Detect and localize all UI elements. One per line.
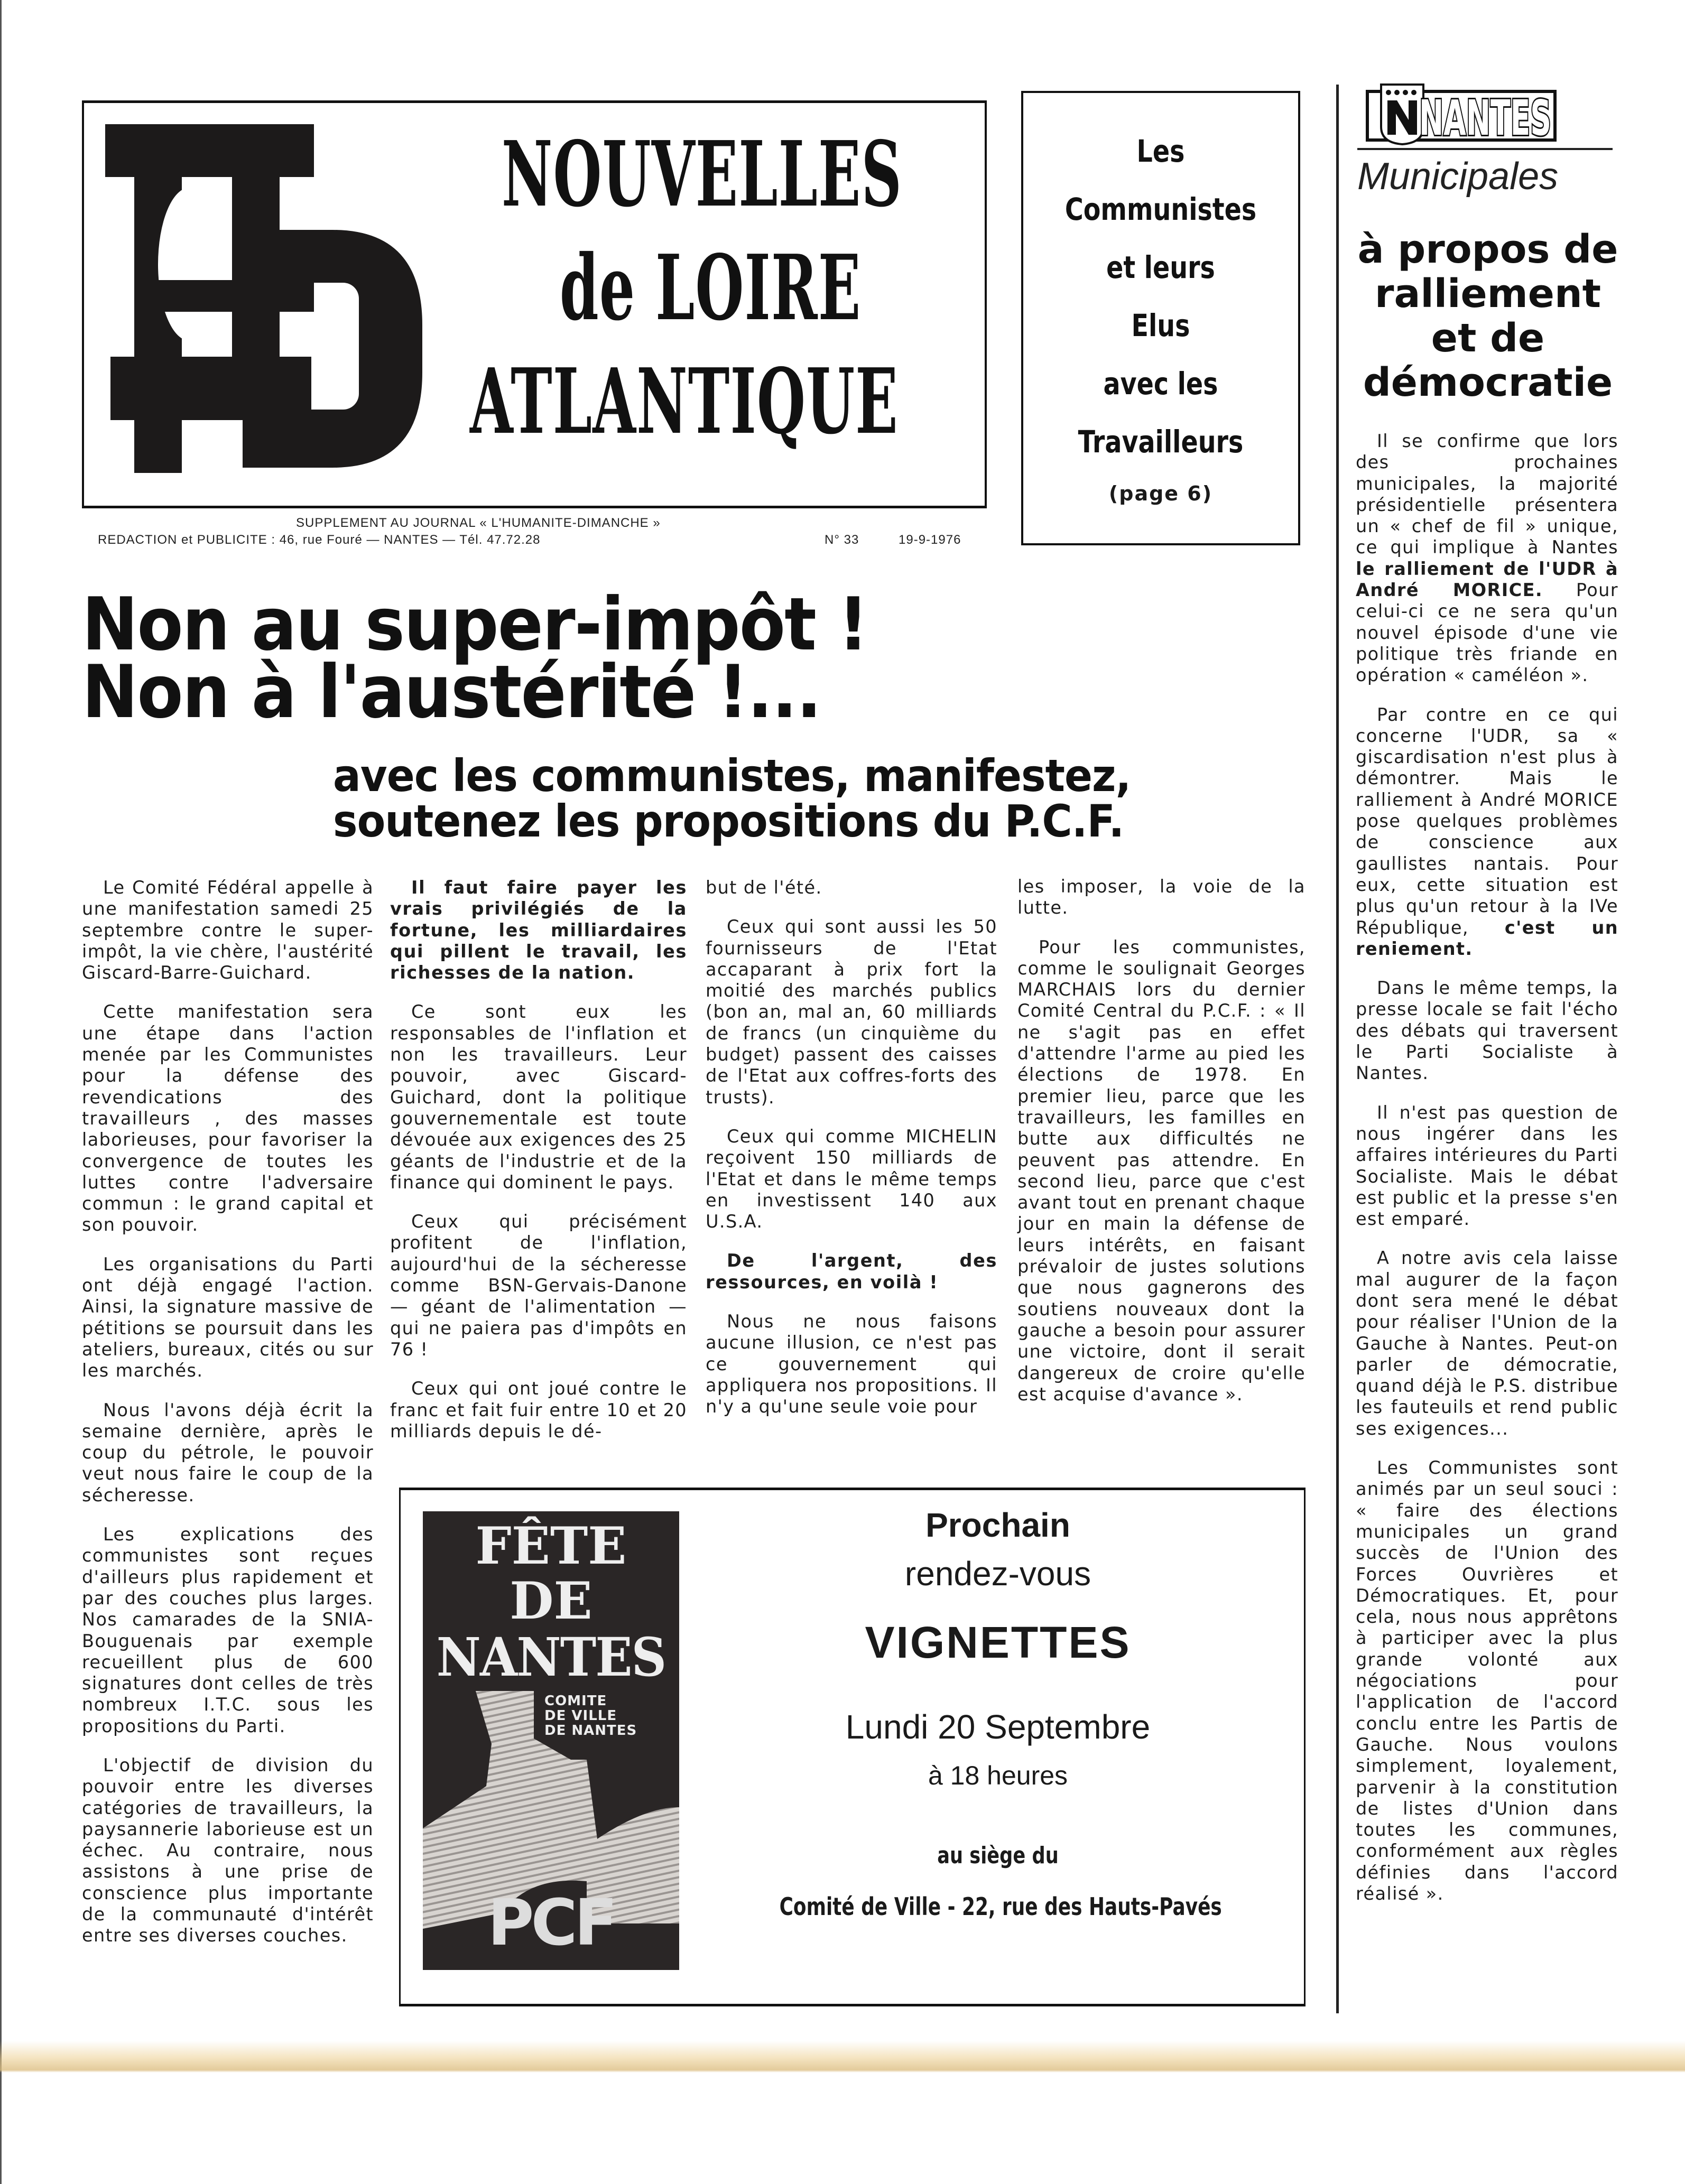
subheadline-line: soutenez les propositions du P.C.F. [333, 795, 1124, 847]
teaser-line: Communistes [1064, 191, 1257, 227]
emphasis-text: le ralliement de l'UDR à André MORICE. [1356, 558, 1618, 601]
advert-line: rendez-vous [904, 1555, 1091, 1593]
paragraph [1356, 704, 1618, 960]
paragraph-continued: but de l'été. [706, 877, 822, 898]
nantes-crest-logo-icon [1366, 82, 1562, 145]
article-column-1 [82, 877, 374, 1965]
masthead-title-line2: de LOIRE [560, 235, 862, 341]
issue-number: N° 33 [825, 533, 859, 547]
teaser-line: et leurs [1106, 249, 1215, 285]
text-run: Pour celui-ci ce ne sera qu'un nouvel épisode d'une vie politique très friande en opération « caméléon ». [1356, 580, 1618, 686]
text-run: Par contre en ce qui concerne l'UDR, sa « giscardisation n'est plus à démontrer. Mais le ralliement à André MORICE pose quelques problèmes de conscience aux gaullistes nantais. Pour eux, cette situation est plus qu'un retour à la IVe République, [1356, 704, 1618, 938]
paragraph: Ceux qui ont joué contre le franc et fait fuir entre 10 et 20 milliards depuis le dé- [390, 1378, 687, 1442]
advert-title: VIGNETTES [865, 1618, 1131, 1667]
advert-line: Prochain [925, 1506, 1070, 1544]
sidebar-headline [1356, 227, 1620, 405]
article-column-3 [706, 877, 997, 1436]
sidebar-headline-line: à propos de [1357, 227, 1618, 272]
teaser-line: Elus [1131, 308, 1190, 343]
paragraph: Cette manifestation sera une étape dans l'action menée par les Communistes pour la défense des revendications des travailleurs , des masses laborieuses, pour favoriser la convergence de toutes les luttes contre l'adversaire commun : le grand capital et son pouvoir. [82, 1001, 374, 1235]
poster-subtitle [544, 1694, 637, 1738]
bold-paragraph: De l'argent, des ressources, en voilà ! [706, 1250, 997, 1293]
headline-line: Non à l'austérité !... [82, 649, 821, 735]
column-rule [1336, 85, 1339, 2013]
teaser-page-ref: (page 6) [1108, 482, 1213, 505]
advert-venue-label: au siège du [937, 1842, 1059, 1869]
poster-title-line: DE [510, 1571, 592, 1631]
teaser-line: avec les [1103, 366, 1218, 402]
paragraph [1356, 431, 1618, 686]
paragraph: L'objectif de division du pouvoir entre les diverses catégories de travailleurs, la paysannerie laborieuse est un échec. Au contraire, nous assistons à une prise de conscience plus importante de la communauté d'intérêt entre ses diverses couches. [82, 1754, 374, 1946]
nantes-logo-text: NANTES [1419, 90, 1551, 146]
paragraph: Les organisations du Parti ont déjà engagé l'action. Ainsi, la signature massive de pétitions se poursuit dans les ateliers, bureaux, cités ou sur les marchés. [82, 1253, 374, 1381]
paper-edge-stain [0, 2041, 1685, 2073]
poster-subtitle-line: DE VILLE [544, 1708, 617, 1724]
issue-date: 19-9-1976 [899, 533, 961, 547]
paragraph: Ce sont eux les responsables de l'inflation et non les travailleurs. Leur pouvoir, avec Giscard-Guichard, dont la politique gouvernementale est toute dévouée aux exigences des 25 géants de l'industrie et de la finance qui dominent le pays. [390, 1001, 687, 1193]
section-title: Municipales [1357, 155, 1559, 198]
subheadline [333, 750, 1131, 847]
advert-time: à 18 heures [928, 1761, 1068, 1790]
sidebar-article [1356, 431, 1618, 1922]
poster-title-line: NANTES [436, 1626, 666, 1688]
paragraph: Dans le même temps, la presse locale se fait l'écho des débats qui traversent le Parti Socialiste à Nantes. [1356, 978, 1618, 1084]
pcf-logo: PCF [487, 1886, 615, 1960]
paragraph: Ceux qui sont aussi les 50 fournisseurs de l'Etat accaparant à prix fort la moitié des marchés publics (bon an, mal an, 60 milliards de francs (un cinquième du budget) passent des caisses de l'Etat aux coffres-forts des trusts). [706, 916, 997, 1108]
paragraph: Les explications des communistes sont reçues d'ailleurs plus rapidement et par des couches plus larges. Nos camarades de la SNIA-Bouguenais par exemple recueillent plus de 600 signatures dont celles de très nombreux I.T.C. sous les propositions du Parti. [82, 1524, 374, 1736]
paragraph: Pour les communistes, comme le soulignait Georges MARCHAIS lors du dernier Comité Central du P.C.F. : « Il ne s'agit pas en effet d'attendre l'arme au pied les élections de 1978. En premier lieu, parce que les travailleurs, les familles en butte aux difficultés ne peuvent pas attendre. En second lieu, parce que c'est avant tout en prenant chaque jour en main la défense de leurs intérêts, en faisant prévaloir de justes solutions que nous gagnerons des soutiens nouveaux dont la gauche a besoin pour assurer une victoire, dont il serait dangereux de croire qu'elle est acquise d'avance ». [1017, 936, 1306, 1405]
main-headline [82, 582, 868, 735]
article-column-4 [1017, 876, 1306, 1423]
sidebar-headline-line: et de [1431, 315, 1545, 361]
page-edge [0, 0, 2, 2184]
subheadline-line: avec les communistes, manifestez, [333, 750, 1131, 802]
text-run: Il se confirme que lors des prochaines municipales, la majorité présidentielle présentera un « chef de fil » unique, ce qui implique à Nantes [1356, 431, 1618, 558]
paragraph: Le Comité Fédéral appelle à une manifestation samedi 25 septembre contre le super-impôt, la vie chère, l'austérité Giscard-Barre-Guichard. [82, 877, 374, 983]
headline-line: Non au super-impôt ! [82, 582, 868, 667]
sidebar-headline-line: démocratie [1363, 360, 1613, 405]
event-advert [399, 1488, 1306, 2006]
poster-subtitle-line: DE NANTES [544, 1723, 637, 1739]
advert-date: Lundi 20 Septembre [845, 1708, 1151, 1746]
supplement-line: SUPPLEMENT AU JOURNAL « L'HUMANITE-DIMANCHE » [296, 516, 661, 530]
masthead-title-line1: NOUVELLES [502, 122, 903, 227]
sidebar-headline-line: ralliement [1374, 271, 1601, 317]
paragraph-continued: les imposer, la voie de la lutte. [1017, 876, 1306, 918]
paragraph: Il n'est pas question de nous ingérer dans les affaires intérieures du Parti Socialiste. Mais le débat est public et la presse s'en est emparé. [1356, 1102, 1618, 1230]
address-line: REDACTION et PUBLICITE : 46, rue Fouré — NANTES — Tél. 47.72.28 [98, 533, 541, 547]
masthead [82, 100, 987, 508]
teaser-line: Les [1136, 133, 1185, 169]
paragraph: Nous l'avons déjà écrit la semaine dernière, après le coup du pétrole, le pouvoir veut nous faire le coup de la sécheresse. [82, 1399, 374, 1505]
paragraph: Ceux qui comme MICHELIN reçoivent 150 milliards de l'Etat et dans le même temps en investissent 140 aux U.S.A. [706, 1126, 997, 1232]
poster-title-line: FÊTE [475, 1516, 627, 1576]
paragraph: A notre avis cela laisse mal augurer de la façon dont sera mené le débat pour réaliser l'Union de la Gauche à Nantes. Peut-on parler de démocratie, quand déjà le P.S. distribue les fauteuils et rend public ses exigences... [1356, 1248, 1618, 1439]
teaser-box [1021, 91, 1300, 545]
paragraph: Les Communistes sont animés par un seul souci : « faire des élections municipales un grand succès de l'Union des Forces Ouvrières et Démocratiques. Et, pour cela, nous nous apprêtons à participer avec la plus grande volonté aux négociations pour l'application de l'accord conclu entre les Partis de Gauche. Nous voulons simplement, loyalement, parvenir à la constitution de listes d'Union dans toutes les communes, conformément aux règles définies dans l'accord réalisé ». [1356, 1457, 1618, 1904]
poster-subtitle-line: COMITE [544, 1693, 607, 1709]
teaser-line: Travailleurs [1078, 424, 1244, 460]
advert-text [718, 1490, 1278, 1997]
masthead-title-line3: ATLANTIQUE [470, 349, 899, 454]
emphasis-text: c'est un reniement. [1356, 917, 1618, 959]
article-column-2 [390, 877, 687, 1460]
advert-address: Comité de Ville - 22, rue des Hauts-Pavés [779, 1892, 1222, 1921]
bold-paragraph: Il faut faire payer les vrais privilégiés de la fortune, les milliardaires qui pillent le travail, les richesses de la nation. [390, 877, 687, 983]
fete-de-nantes-poster [423, 1511, 679, 1970]
hd-logo-icon [105, 124, 433, 468]
paragraph: Ceux qui précisément profitent de l'inflation, aujourd'hui de la sécheresse comme BSN-Gervais-Danone — géant de l'alimentation — qui ne paiera pas d'impôts en 76 ! [390, 1211, 687, 1360]
paragraph: Nous ne nous faisons aucune illusion, ce n'est pas ce gouvernement qui appliquera nos propositions. Il n'y a qu'une seule voie pour [706, 1311, 997, 1417]
section-divider [1357, 148, 1613, 150]
